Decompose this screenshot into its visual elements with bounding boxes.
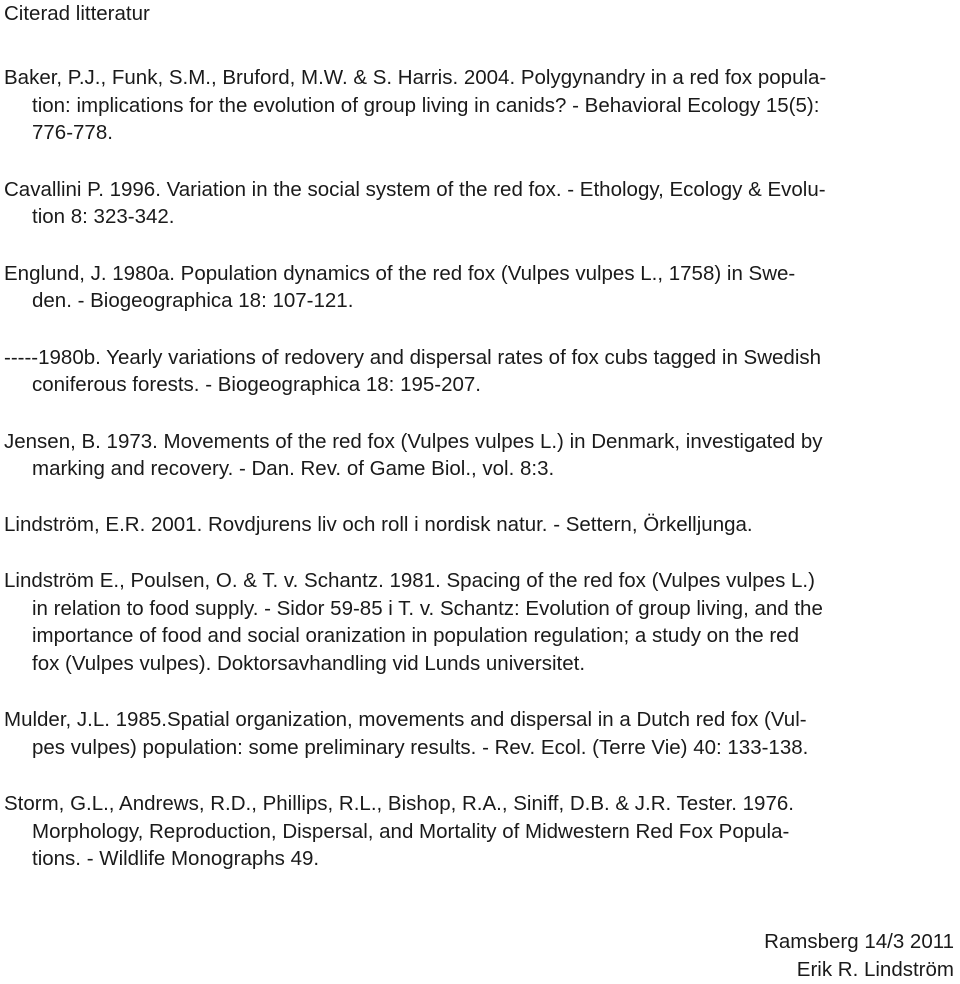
reference-line: den. - Biogeographica 18: 107-121.	[32, 289, 354, 312]
reference-entry	[4, 706, 954, 761]
reference-line: tion: implications for the evolution of group living in canids? - Behavioral Ecology 15(5):	[32, 93, 820, 117]
reference-line: fox (Vulpes vulpes). Doktorsavhandling vid Lunds universitet.	[32, 651, 586, 675]
reference-line: 776-778.	[32, 121, 113, 144]
reference-line: pes vulpes) population: some preliminary results. - Rev. Ecol. (Terre Vie) 40: 133-138.	[32, 735, 809, 759]
reference-entry	[4, 344, 954, 399]
reference-entry	[4, 790, 954, 873]
reference-line: coniferous forests. - Biogeographica 18: 195-207.	[32, 373, 481, 396]
reference-line: -----1980b. Yearly variations of redovery and dispersal rates of fox cubs tagged in Swedish	[4, 345, 822, 369]
reference-line: Morphology, Reproduction, Dispersal, and Mortality of Midwestern Red Fox Popula-	[32, 819, 790, 843]
reference-list	[4, 64, 954, 873]
reference-entry	[4, 428, 954, 483]
reference-line: tions. - Wildlife Monographs 49.	[32, 847, 320, 870]
signature-block	[764, 928, 954, 984]
reference-line: marking and recovery. - Dan. Rev. of Game Biol., vol. 8:3.	[32, 457, 555, 480]
reference-line: tion 8: 323-342.	[32, 205, 175, 228]
reference-line: Storm, G.L., Andrews, R.D., Phillips, R.L., Bishop, R.A., Siniff, D.B. & J.R. Tester. 1976.	[4, 792, 794, 815]
author-name: Erik R. Lindström	[796, 958, 954, 981]
reference-line: Mulder, J.L. 1985.Spatial organization, movements and dispersal in a Dutch red fox (Vul-	[4, 708, 807, 731]
reference-line: Cavallini P. 1996. Variation in the social system of the red fox. - Ethology, Ecology & Evolu-	[4, 177, 826, 201]
page-title: Citerad litteratur	[4, 2, 150, 25]
reference-line: Lindström E., Poulsen, O. & T. v. Schantz. 1981. Spacing of the red fox (Vulpes vulpes L.)	[4, 569, 815, 592]
reference-line: Lindström, E.R. 2001. Rovdjurens liv och roll i nordisk natur. - Settern, Örkelljunga.	[4, 512, 753, 536]
reference-entry	[4, 176, 954, 231]
reference-entry	[4, 567, 954, 677]
reference-line: Englund, J. 1980a. Population dynamics of the red fox (Vulpes vulpes L., 1758) in Swe-	[4, 261, 796, 285]
place-date: Ramsberg 14/3 2011	[764, 930, 954, 953]
reference-line: Baker, P.J., Funk, S.M., Bruford, M.W. & S. Harris. 2004. Polygynandry in a red fox popula-	[4, 66, 827, 89]
reference-entry	[4, 511, 954, 539]
reference-line: in relation to food supply. - Sidor 59-85 i T. v. Schantz: Evolution of group living, and the	[32, 596, 823, 620]
reference-entry	[4, 64, 954, 147]
reference-line: importance of food and social oranization in population regulation; a study on the red	[32, 624, 799, 647]
reference-line: Jensen, B. 1973. Movements of the red fox (Vulpes vulpes L.) in Denmark, investigated by	[4, 429, 823, 453]
reference-entry	[4, 260, 954, 315]
